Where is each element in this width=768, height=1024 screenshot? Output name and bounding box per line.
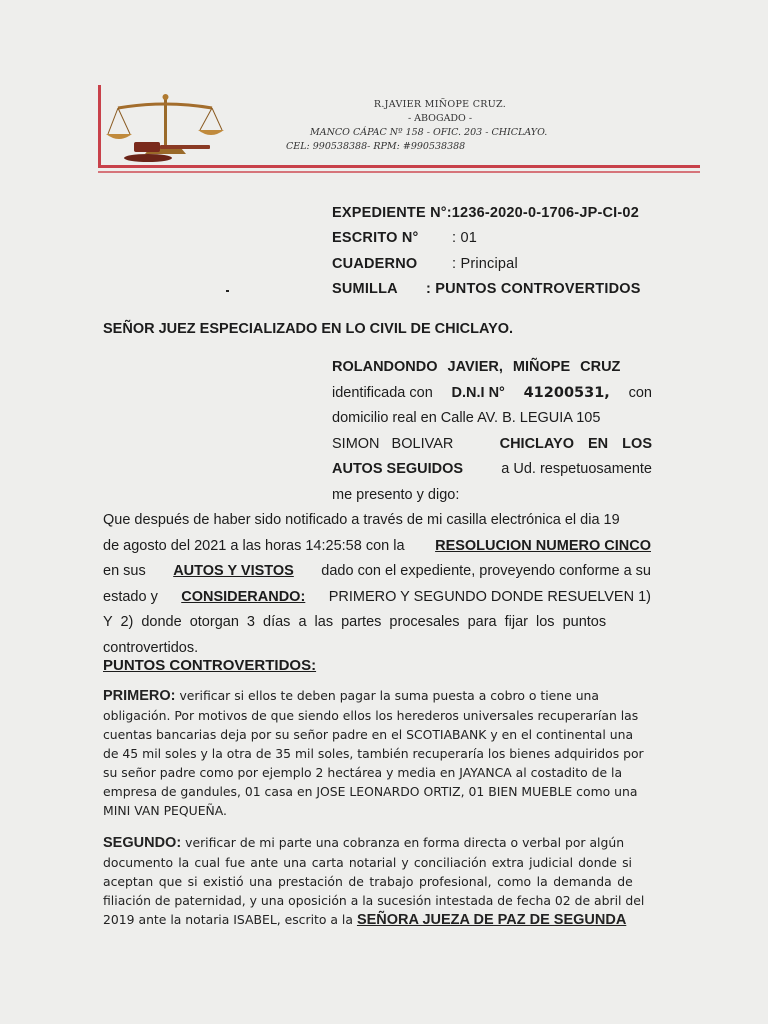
paragraph-text: MINI VAN PEQUEÑA. — [103, 803, 227, 818]
ink-mark — [226, 290, 229, 292]
paragraph-text: obligación. Por motivos de que siendo ellos los herederos universales recuperarían las — [103, 708, 639, 723]
primero-label: PRIMERO: — [103, 688, 176, 704]
body-line-4 — [103, 585, 651, 611]
intro-city: CHICLAYO EN LOS — [499, 435, 652, 452]
lawyer-name: R.JAVIER MIÑOPE CRUZ. — [373, 99, 507, 110]
puntos-title: PUNTOS CONTROVERTIDOS: — [103, 657, 317, 674]
segundo-line-3 — [103, 872, 651, 891]
lawyer-title: - ABOGADO - — [407, 113, 473, 124]
body-line-1 — [103, 508, 651, 534]
paragraph-text: aceptan que si existió una prestación de trabajo profesional, como la demanda de — [103, 874, 633, 889]
primero-line-6 — [103, 782, 651, 801]
jueza-reference: SEÑORA JUEZA DE PAZ DE SEGUNDA — [356, 912, 627, 928]
segundo-line-2 — [103, 853, 651, 872]
paragraph-text: documento la cual fue ante una carta notarial y conciliación extra judicial donde si — [103, 855, 632, 870]
intro-line-3 — [332, 406, 652, 432]
body-text: estado y — [103, 588, 158, 605]
escrito-value: : 01 — [452, 230, 477, 246]
paragraph-text: filiación de paternidad, y una oposición a la sucesión intestada de fecha 02 de abril del — [103, 893, 645, 908]
resolution-reference: RESOLUCION NUMERO CINCO — [435, 537, 651, 554]
expediente-number: EXPEDIENTE N°:1236-2020-0-1706-JP-CI-02 — [332, 205, 639, 221]
considerando: CONSIDERANDO: — [181, 588, 306, 605]
body-line-3 — [103, 559, 651, 585]
segundo-line-4 — [103, 891, 651, 910]
body-text: Que después de haber sido notificado a través de mi casilla electrónica el dia 19 — [103, 512, 620, 528]
body-text: dado con el expediente, proveyendo conforme a su — [321, 563, 651, 579]
intro-line-6 — [332, 483, 652, 509]
letterhead-rule-thin — [98, 171, 700, 173]
primero-paragraph — [103, 686, 651, 820]
intro-text: SIMON BOLIVAR — [332, 435, 454, 452]
paragraph-text: 2019 ante la notaria ISABEL, escrito a la — [103, 912, 353, 927]
escrito-label: ESCRITO N° — [332, 230, 419, 246]
sumilla-line — [332, 281, 652, 297]
cuaderno-label: CUADERNO — [332, 256, 418, 272]
petitioner-name-line — [332, 355, 652, 381]
segundo-label: SEGUNDO: — [103, 835, 182, 851]
autos-vistos: AUTOS Y VISTOS — [173, 563, 294, 579]
intro-line-4 — [332, 432, 652, 458]
primero-line-7 — [103, 801, 651, 820]
body-text: Y 2) donde otorgan 3 días a las partes procesales para fijar los puntos — [103, 614, 607, 630]
escrito-line — [332, 230, 652, 246]
sumilla-label: SUMILLA — [332, 281, 398, 297]
intro-text: a Ud. respetuosamente — [501, 461, 652, 477]
lawyer-phones: CEL: 990538388- RPM: #990538388 — [286, 141, 466, 152]
paragraph-text: su señor padre como por ejemplo 2 hectárea y media en JAYANCA al costadito de la — [103, 765, 623, 780]
paragraph-text: verificar de mi parte una cobranza en forma directa o verbal por algún — [185, 835, 625, 850]
segundo-paragraph — [103, 833, 651, 930]
scales-of-justice-icon — [104, 92, 226, 164]
sumilla-value: : PUNTOS CONTROVERTIDOS — [426, 281, 641, 297]
primero-line-2 — [103, 706, 651, 725]
paragraph-text: empresa de gandules, 01 casa en JOSE LEONARDO ORTIZ, 01 BIEN MUEBLE como una — [103, 784, 638, 799]
expediente-line — [332, 205, 639, 221]
dni-label: D.N.I N° — [451, 384, 505, 401]
primero-line-3 — [103, 725, 651, 744]
body-text: de agosto del 2021 a las horas 14:25:58 con la — [103, 537, 405, 554]
intro-autos: AUTOS SEGUIDOS — [332, 461, 464, 477]
petitioner-intro — [332, 355, 652, 508]
paragraph-text: de 45 mil soles y la otra de 35 mil soles, también recuperaría los bienes adquiridos por — [103, 746, 644, 761]
intro-text: domicilio real en Calle AV. B. LEGUIA 105 — [332, 410, 601, 426]
primero-line-5 — [103, 763, 651, 782]
letterhead-vertical-rule — [98, 85, 101, 165]
body-line-2 — [103, 534, 651, 560]
intro-text: con — [628, 384, 652, 401]
segundo-line-1 — [103, 833, 651, 853]
lawyer-address: MANCO CÁPAC Nº 158 - OFIC. 203 - CHICLAYO. — [310, 127, 548, 138]
body-paragraph — [103, 508, 651, 661]
petitioner-name: ROLANDONDO JAVIER, MIÑOPE CRUZ — [332, 359, 621, 375]
intro-line-5 — [332, 457, 652, 483]
cuaderno-line — [332, 256, 652, 272]
body-line-5 — [103, 610, 651, 636]
paragraph-text: verificar si ellos te deben pagar la suma puesta a cobro o tiene una — [179, 688, 600, 703]
letterhead-rule — [98, 165, 700, 168]
paragraph-text: cuentas bancarias deja por su señor padre en el SCOTIABANK y en el continental una — [103, 727, 634, 742]
letterhead-text — [280, 98, 600, 154]
segundo-line-5 — [103, 910, 651, 930]
intro-text: identificada con — [332, 384, 433, 401]
body-text: en sus — [103, 563, 146, 579]
intro-text: me presento y digo: — [332, 486, 460, 503]
intro-line-2 — [332, 381, 652, 407]
addressee: SEÑOR JUEZ ESPECIALIZADO EN LO CIVIL DE CHICLAYO. — [103, 321, 514, 337]
primero-line-4 — [103, 744, 651, 763]
cuaderno-value: : Principal — [452, 256, 518, 272]
body-text: controvertidos. — [103, 639, 199, 656]
primero-line-1 — [103, 686, 651, 706]
dni-number: 41200531, — [523, 384, 610, 401]
body-text: PRIMERO Y SEGUNDO DONDE RESUELVEN 1) — [328, 588, 651, 605]
